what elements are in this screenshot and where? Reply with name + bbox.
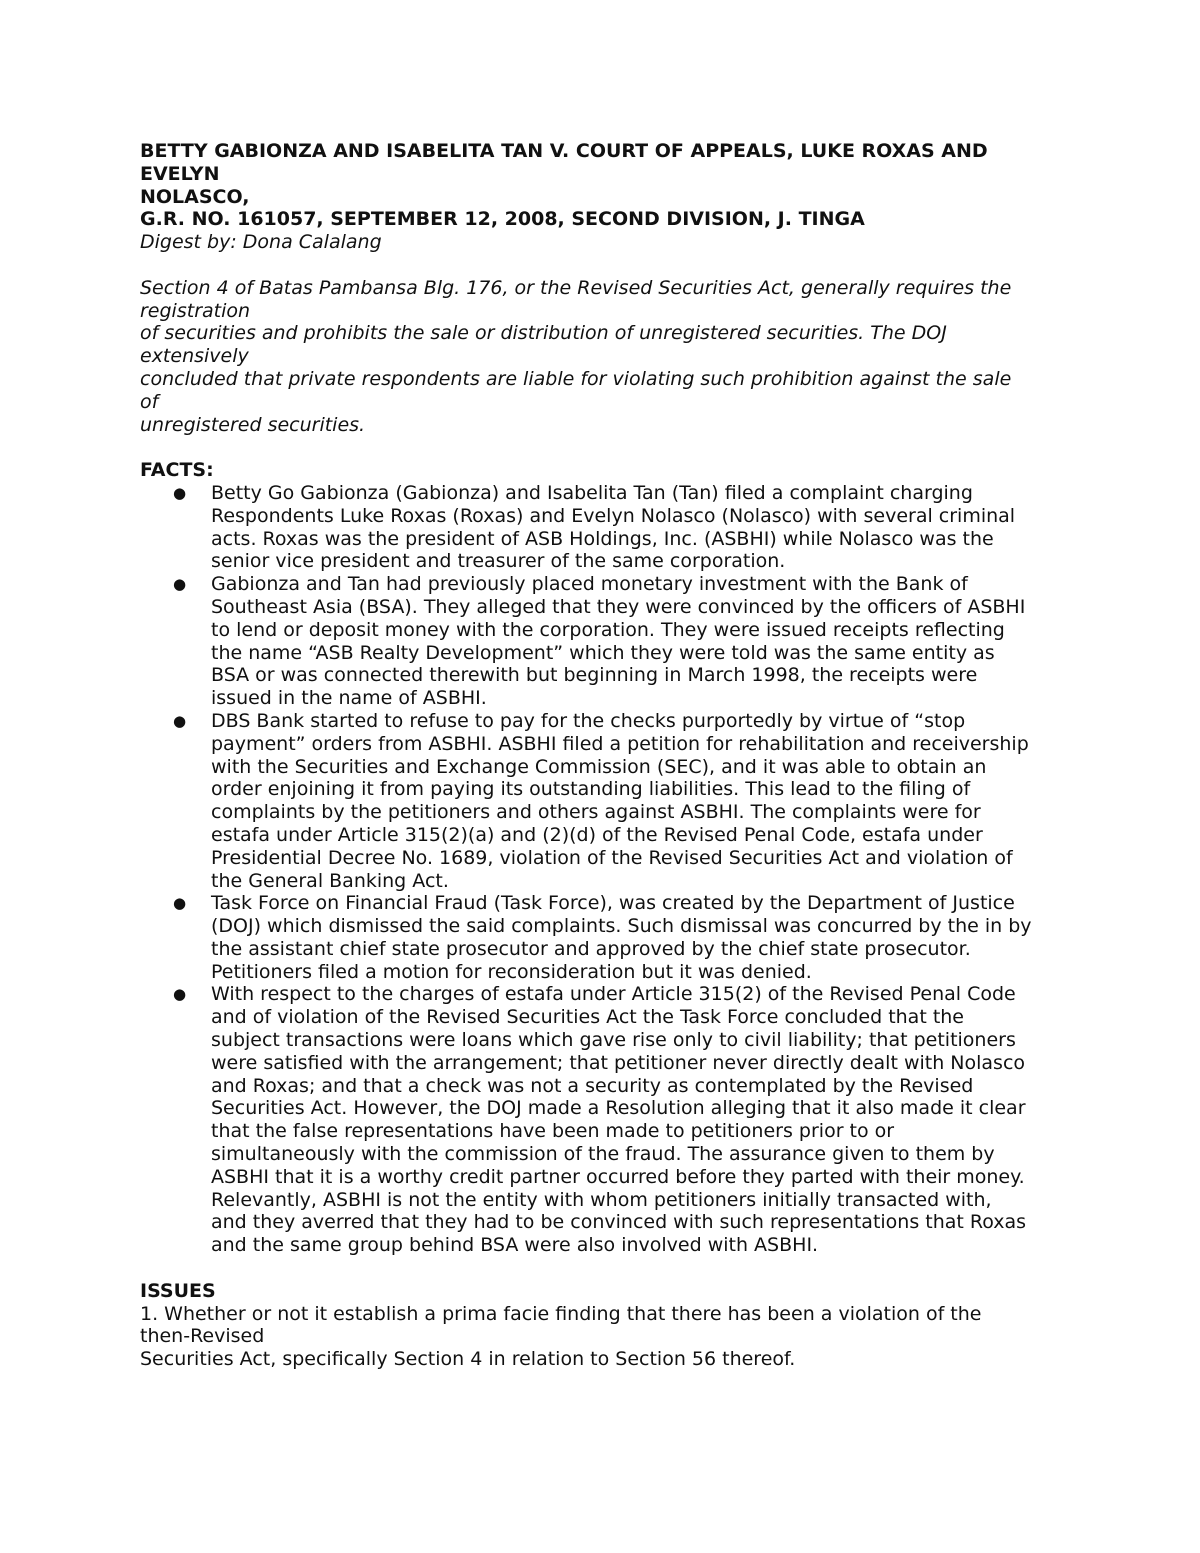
spacer bbox=[140, 254, 1060, 277]
intro-paragraph bbox=[140, 277, 1060, 437]
fact-line: complaints by the petitioners and others against ASBHI. The complaints were for bbox=[211, 801, 981, 824]
digest-byline: Digest by: Dona Calalang bbox=[140, 231, 382, 254]
fact-line: were satisfied with the arrangement; that petitioner never directly dealt with Nolasco bbox=[211, 1051, 1026, 1074]
fact-line: acts. Roxas was the president of ASB Holdings, Inc. (ASBHI) while Nolasco was the bbox=[211, 527, 994, 550]
case-title-line: BETTY GABIONZA AND ISABELITA TAN V. COURT OF APPEALS, LUKE ROXAS AND bbox=[140, 140, 988, 162]
fact-line: issued in the name of ASBHI. bbox=[211, 687, 487, 710]
spacer bbox=[140, 1257, 1060, 1280]
fact-line: and they averred that they had to be convinced with such representations that Roxas bbox=[211, 1211, 1027, 1234]
fact-line: (DOJ) which dismissed the said complaints. Such dismissal was concurred by the in by bbox=[211, 915, 1032, 938]
bullet-icon: ● bbox=[173, 985, 187, 1004]
list-item bbox=[140, 482, 1060, 573]
issue-line: then-Revised bbox=[140, 1325, 265, 1348]
fact-line: payment” orders from ASBHI. ASBHI filed a petition for rehabilitation and receivership bbox=[211, 732, 1029, 755]
intro-line: of bbox=[140, 390, 159, 413]
document-page bbox=[140, 140, 1060, 1371]
bullet-icon: ● bbox=[173, 894, 187, 913]
fact-line: Securities Act. However, the DOJ made a Resolution alleging that it also made it clear bbox=[211, 1097, 1026, 1120]
intro-line: of securities and prohibits the sale or distribution of unregistered securities. The DOJ bbox=[140, 322, 947, 345]
fact-line: DBS Bank started to refuse to pay for the checks purportedly by virtue of “stop bbox=[211, 709, 966, 732]
bullet-icon: ● bbox=[173, 575, 187, 594]
issue-line: Securities Act, specifically Section 4 in relation to Section 56 thereof. bbox=[140, 1348, 796, 1371]
case-citation-line: G.R. NO. 161057, SEPTEMBER 12, 2008, SECOND DIVISION, J. TINGA bbox=[140, 208, 865, 231]
intro-line: Section 4 of Batas Pambansa Blg. 176, or the Revised Securities Act, generally requires the bbox=[140, 276, 1012, 299]
case-title-line: EVELYN bbox=[140, 162, 220, 185]
fact-line: senior vice president and treasurer of the same corporation. bbox=[211, 550, 786, 573]
fact-line: With respect to the charges of estafa under Article 315(2) of the Revised Penal Code bbox=[211, 983, 1016, 1006]
list-item bbox=[140, 573, 1060, 710]
case-title-line: NOLASCO, bbox=[140, 185, 250, 208]
fact-line: and Roxas; and that a check was not a security as contemplated by the Revised bbox=[211, 1074, 974, 1097]
fact-line: Presidential Decree No. 1689, violation of the Revised Securities Act and violation of bbox=[211, 846, 1013, 869]
fact-line: Petitioners filed a motion for reconsideration but it was denied. bbox=[211, 960, 812, 983]
list-item bbox=[140, 983, 1060, 1257]
fact-line: ASBHI that it is a worthy credit partner occurred before they parted with their money. bbox=[211, 1165, 1025, 1188]
fact-line: Respondents Luke Roxas (Roxas) and Evelyn Nolasco (Nolasco) with several criminal bbox=[211, 504, 1016, 527]
fact-line: and the same group behind BSA were also involved with ASBHI. bbox=[211, 1234, 819, 1257]
intro-line: concluded that private respondents are liable for violating such prohibition against the sale bbox=[140, 367, 1012, 390]
fact-line: BSA or was connected therewith but beginning in March 1998, the receipts were bbox=[211, 664, 978, 687]
fact-line: simultaneously with the commission of the fraud. The assurance given to them by bbox=[211, 1143, 995, 1166]
fact-line: the assistant chief state prosecutor and approved by the chief state prosecutor. bbox=[211, 937, 971, 960]
fact-line: with the Securities and Exchange Commission (SEC), and it was able to obtain an bbox=[211, 755, 987, 778]
fact-line: that the false representations have been made to petitioners prior to or bbox=[211, 1120, 895, 1143]
fact-line: and of violation of the Revised Securities Act the Task Force concluded that the bbox=[211, 1006, 964, 1029]
fact-line: Task Force on Financial Fraud (Task Force), was created by the Department of Justice bbox=[211, 892, 1015, 915]
intro-line: unregistered securities. bbox=[140, 413, 366, 436]
spacer bbox=[140, 436, 1060, 459]
list-item bbox=[140, 710, 1060, 892]
intro-line: extensively bbox=[140, 345, 249, 368]
fact-line: the General Banking Act. bbox=[211, 869, 449, 892]
case-title bbox=[140, 140, 1060, 231]
fact-line: Betty Go Gabionza (Gabionza) and Isabelita Tan (Tan) filed a complaint charging bbox=[211, 481, 973, 504]
fact-line: to lend or deposit money with the corporation. They were issued receipts reflecting bbox=[211, 618, 1005, 641]
fact-line: subject transactions were loans which gave rise only to civil liability; that petitioners bbox=[211, 1029, 1016, 1052]
fact-line: order enjoining it from paying its outstanding liabilities. This lead to the filing of bbox=[211, 778, 971, 801]
issues-paragraph bbox=[140, 1303, 1060, 1371]
bullet-icon: ● bbox=[173, 711, 187, 730]
fact-line: Relevantly, ASBHI is not the entity with whom petitioners initially transacted with, bbox=[211, 1188, 992, 1211]
list-item bbox=[140, 892, 1060, 983]
fact-line: Gabionza and Tan had previously placed monetary investment with the Bank of bbox=[211, 573, 968, 596]
bullet-icon: ● bbox=[173, 483, 187, 502]
facts-heading: FACTS: bbox=[140, 459, 214, 482]
issues-heading: ISSUES bbox=[140, 1279, 216, 1302]
fact-line: Southeast Asia (BSA). They alleged that they were convinced by the officers of ASBHI bbox=[211, 595, 1026, 618]
issue-line: 1. Whether or not it establish a prima facie finding that there has been a violation of the bbox=[140, 1302, 982, 1325]
facts-list bbox=[140, 482, 1060, 1257]
intro-line: registration bbox=[140, 299, 251, 322]
fact-line: estafa under Article 315(2)(a) and (2)(d) of the Revised Penal Code, estafa under bbox=[211, 823, 983, 846]
fact-line: the name “ASB Realty Development” which they were told was the same entity as bbox=[211, 641, 995, 664]
